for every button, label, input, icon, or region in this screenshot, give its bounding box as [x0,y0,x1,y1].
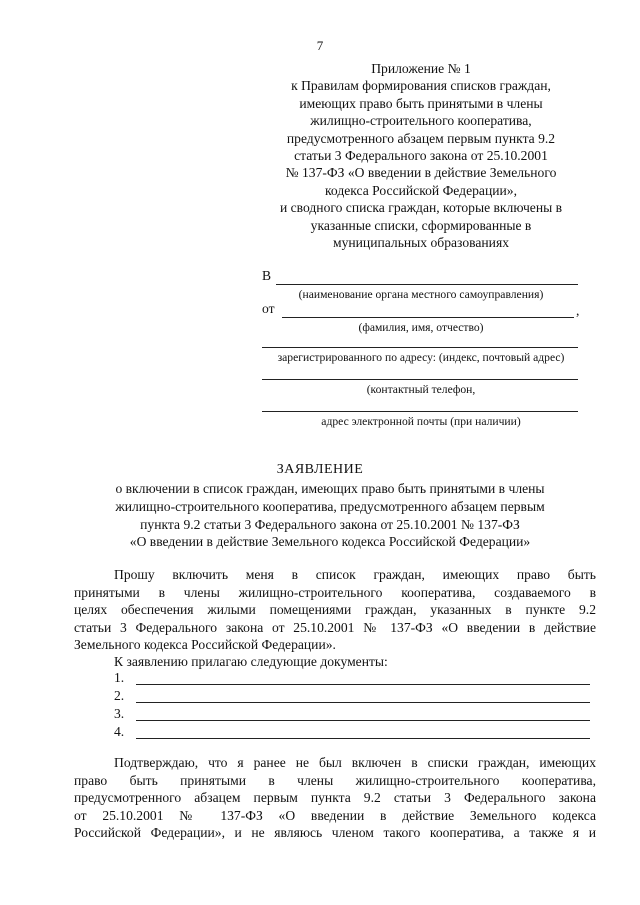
appendix-line: и сводного списка граждан, которые включены в [279,200,563,216]
statement-title: ЗАЯВЛЕНИЕ [276,462,364,477]
document-item [114,688,590,706]
statement-subtitle [70,480,590,551]
document-item [114,724,590,742]
authority-name-line[interactable] [276,284,578,285]
subtitle-line: пункта 9.2 статьи 3 Федерального закона от 25.10.2001 № 137-ФЗ [140,516,520,532]
appendix-line: жилищно-строительного кооператива, [310,113,532,129]
appendix-line: к Правилам формирования списков граждан, [291,78,551,94]
request-line: принятыми в члены жилищно-строительного кооператива, создаваемого в [74,584,596,600]
document-line[interactable] [136,720,590,721]
appendix-line: № 137-ФЗ «О введении в действие Земельного [285,165,557,181]
page-number: 7 [316,38,324,53]
appendix-header [258,60,584,251]
address-line[interactable] [262,347,578,348]
document-item [114,670,590,688]
attachments-lead: К заявлению прилагаю следующие документы: [114,654,388,669]
full-name-line[interactable] [282,317,574,318]
subtitle-line: жилищно-строительного кооператива, предусмотренного абзацем первым [115,498,545,514]
document-line[interactable] [136,738,590,739]
appendix-line: муниципальных образованиях [332,235,509,251]
request-paragraph [74,566,596,654]
email-line[interactable] [262,411,578,412]
appendix-line: имеющих право быть принятыми в члены [299,95,543,111]
subtitle-line: о включении в список граждан, имеющих право быть принятыми в члены [115,481,545,496]
confirm-line: Подтверждаю, что я ранее не был включен в списки граждан, имеющих [114,755,596,770]
document-number: 4. [114,724,125,739]
to-prefix: В [262,268,272,283]
phone-caption: (контактный телефон, [366,383,476,396]
document-number: 3. [114,706,125,721]
document-line[interactable] [136,684,590,685]
email-caption: адрес электронной почты (при наличии) [321,415,521,428]
appendix-line: Приложение № 1 [371,61,471,76]
from-prefix: от [262,301,275,316]
confirm-line: от 25.10.2001 № 137-ФЗ «О введении в действие Земельного кодекса [74,807,596,823]
confirm-line: право быть принятыми в члены жилищно-строительного кооператива, [74,772,596,788]
confirm-line: предусмотренного абзацем первым пункта 9.2 статьи 3 Федерального закона [74,790,596,806]
confirm-line: Российской Федерации», и не являюсь членом такого кооператива, а также я и [74,825,596,841]
document-number: 2. [114,688,125,703]
address-caption: зарегистрированного по адресу: (индекс, почтовый адрес) [277,351,565,364]
appendix-line: указанные списки, сформированные в [310,217,532,233]
document-item [114,706,590,724]
document-number: 1. [114,670,125,685]
request-line: Земельного кодекса Российской Федерации». [74,637,336,653]
request-line: целях обеспечения жилыми помещениями граждан, указанных в пункте 9.2 [74,602,596,618]
request-line: Прошу включить меня в список граждан, имеющих право быть [114,567,596,582]
authority-name-caption: (наименование органа местного самоуправления) [298,288,544,301]
appendix-line: предусмотренного абзацем первым пункта 9.2 [286,130,556,146]
confirm-paragraph [74,754,596,842]
appendix-line: статьи 3 Федерального закона от 25.10.2001 [294,148,548,164]
document-line[interactable] [136,702,590,703]
full-name-caption: (фамилия, имя, отчество) [358,321,484,334]
subtitle-line: «О введении в действие Земельного кодекса Российской Федерации» [129,534,531,550]
appendix-line: кодекса Российской Федерации», [325,182,517,198]
phone-line[interactable] [262,379,578,380]
from-comma: , [576,303,580,318]
request-line: статьи 3 Федерального закона от 25.10.2001 № 137-ФЗ «О введении в действие [74,619,596,635]
